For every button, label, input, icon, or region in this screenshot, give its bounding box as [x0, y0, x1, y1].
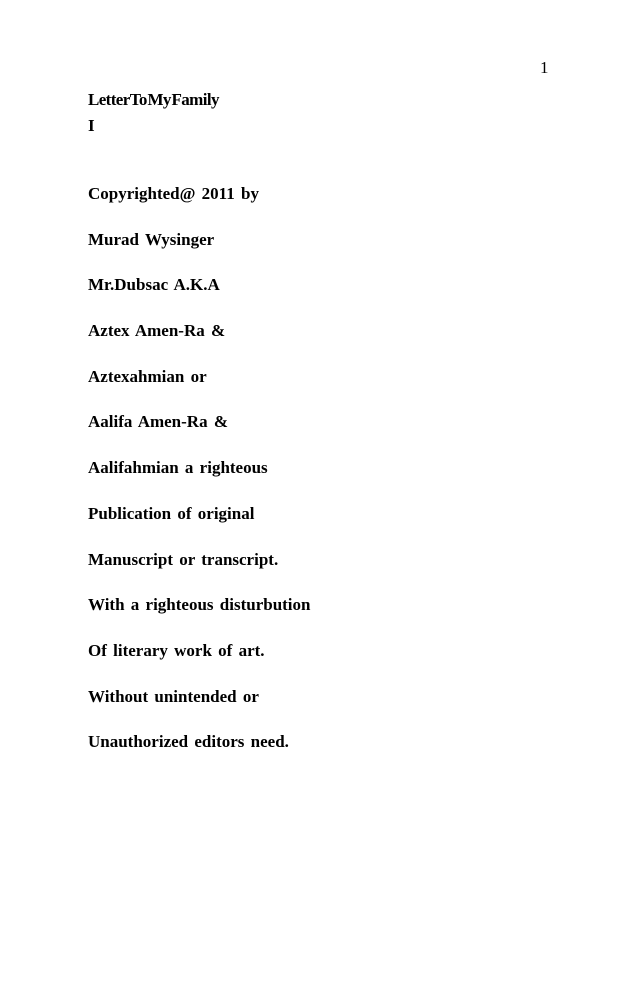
text-line: Manuscript or transcript. — [88, 549, 279, 569]
page-number: 1 — [540, 58, 549, 77]
text-line: Aalifa Amen-Ra & — [88, 412, 228, 432]
text-line: Without unintended or — [88, 686, 259, 706]
text-line: With a righteous disturbution — [88, 595, 311, 615]
document-title: Letter To My Family — [88, 90, 219, 109]
text-line: Of literary work of art. — [88, 640, 265, 660]
copyright-text-block — [88, 184, 310, 778]
text-line: Unauthorized editors need. — [88, 732, 289, 752]
text-line: Aalifahmian a righteous — [88, 458, 268, 478]
text-line: Murad Wysinger — [88, 229, 215, 249]
text-line: Aztex Amen-Ra & — [88, 321, 226, 341]
text-line: Aztexahmian or — [88, 366, 207, 386]
text-line: Copyrighted@ 2011 by — [88, 184, 259, 203]
section-number: I — [88, 116, 95, 135]
text-line: Publication of original — [88, 503, 255, 523]
text-line: Mr.Dubsac A.K.A — [88, 275, 220, 295]
